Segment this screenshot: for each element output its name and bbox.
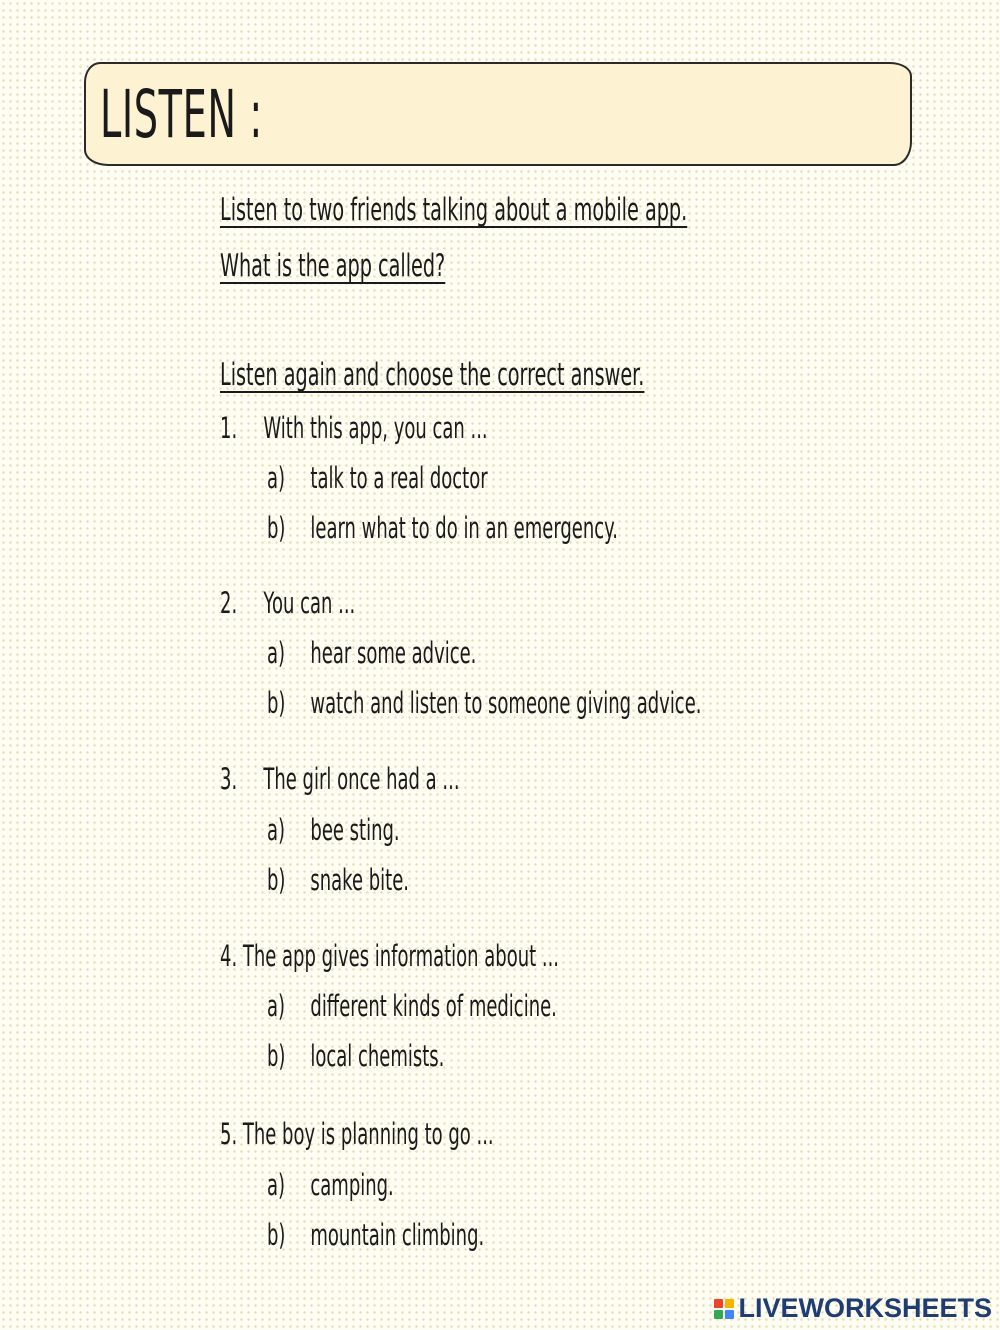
title-box — [84, 62, 912, 166]
question-text: 4. The app gives information about ... — [220, 939, 560, 973]
question-number: 2. — [220, 586, 238, 620]
option-text: hear some advice. — [310, 636, 477, 670]
option-text: snake bite. — [310, 863, 409, 897]
option-letter: b) — [267, 686, 286, 720]
question-5-option-b[interactable] — [267, 1218, 484, 1252]
question-5-option-a[interactable] — [267, 1168, 394, 1202]
option-text: different kinds of medicine. — [310, 989, 557, 1023]
question-number: 3. — [220, 762, 238, 796]
option-text: talk to a real doctor — [310, 461, 488, 495]
question-2 — [220, 586, 355, 620]
option-letter: a) — [267, 989, 286, 1023]
question-4-option-a[interactable] — [267, 989, 557, 1023]
option-text: bee sting. — [310, 813, 400, 847]
question-1 — [220, 411, 488, 445]
logo-square-icon — [714, 1310, 723, 1319]
question-text: You can ... — [263, 586, 356, 620]
option-text: watch and listen to someone giving advice. — [310, 686, 702, 720]
option-text: camping. — [310, 1168, 394, 1202]
question-number: 1. — [220, 411, 238, 445]
question-text: The girl once had a ... — [263, 762, 460, 796]
option-letter: a) — [267, 636, 286, 670]
question-text: 5. The boy is planning to go ... — [220, 1117, 494, 1151]
option-text: local chemists. — [310, 1039, 445, 1073]
liveworksheets-logo[interactable] — [714, 1293, 992, 1324]
question-3-option-a[interactable] — [267, 813, 400, 847]
question-4 — [220, 939, 559, 973]
question-2-option-a[interactable] — [267, 636, 476, 670]
option-text: mountain climbing. — [310, 1218, 485, 1252]
question-5 — [220, 1117, 494, 1151]
question-1-option-a[interactable] — [267, 461, 488, 495]
option-letter: b) — [267, 863, 286, 897]
page-title: LISTEN : — [100, 76, 263, 153]
option-letter: a) — [267, 813, 286, 847]
option-letter: b) — [267, 1039, 286, 1073]
question-text: With this app, you can ... — [263, 411, 488, 445]
question-2-option-b[interactable] — [267, 686, 701, 720]
option-letter: a) — [267, 1168, 286, 1202]
question-3-option-b[interactable] — [267, 863, 409, 897]
question-3 — [220, 762, 460, 796]
logo-text: LIVEWORKSHEETS — [738, 1293, 992, 1323]
instruction-line-2: What is the app called? — [220, 248, 446, 284]
option-text: learn what to do in an emergency. — [310, 511, 618, 545]
logo-grid-icon — [714, 1299, 734, 1319]
instruction-line-3: Listen again and choose the correct answer. — [220, 357, 645, 393]
instruction-line-1: Listen to two friends talking about a mobile app. — [220, 192, 688, 228]
logo-square-icon — [725, 1310, 734, 1319]
question-4-option-b[interactable] — [267, 1039, 444, 1073]
question-1-option-b[interactable] — [267, 511, 618, 545]
option-letter: b) — [267, 1218, 286, 1252]
logo-square-icon — [725, 1299, 734, 1308]
option-letter: b) — [267, 511, 286, 545]
option-letter: a) — [267, 461, 286, 495]
logo-square-icon — [714, 1299, 723, 1308]
